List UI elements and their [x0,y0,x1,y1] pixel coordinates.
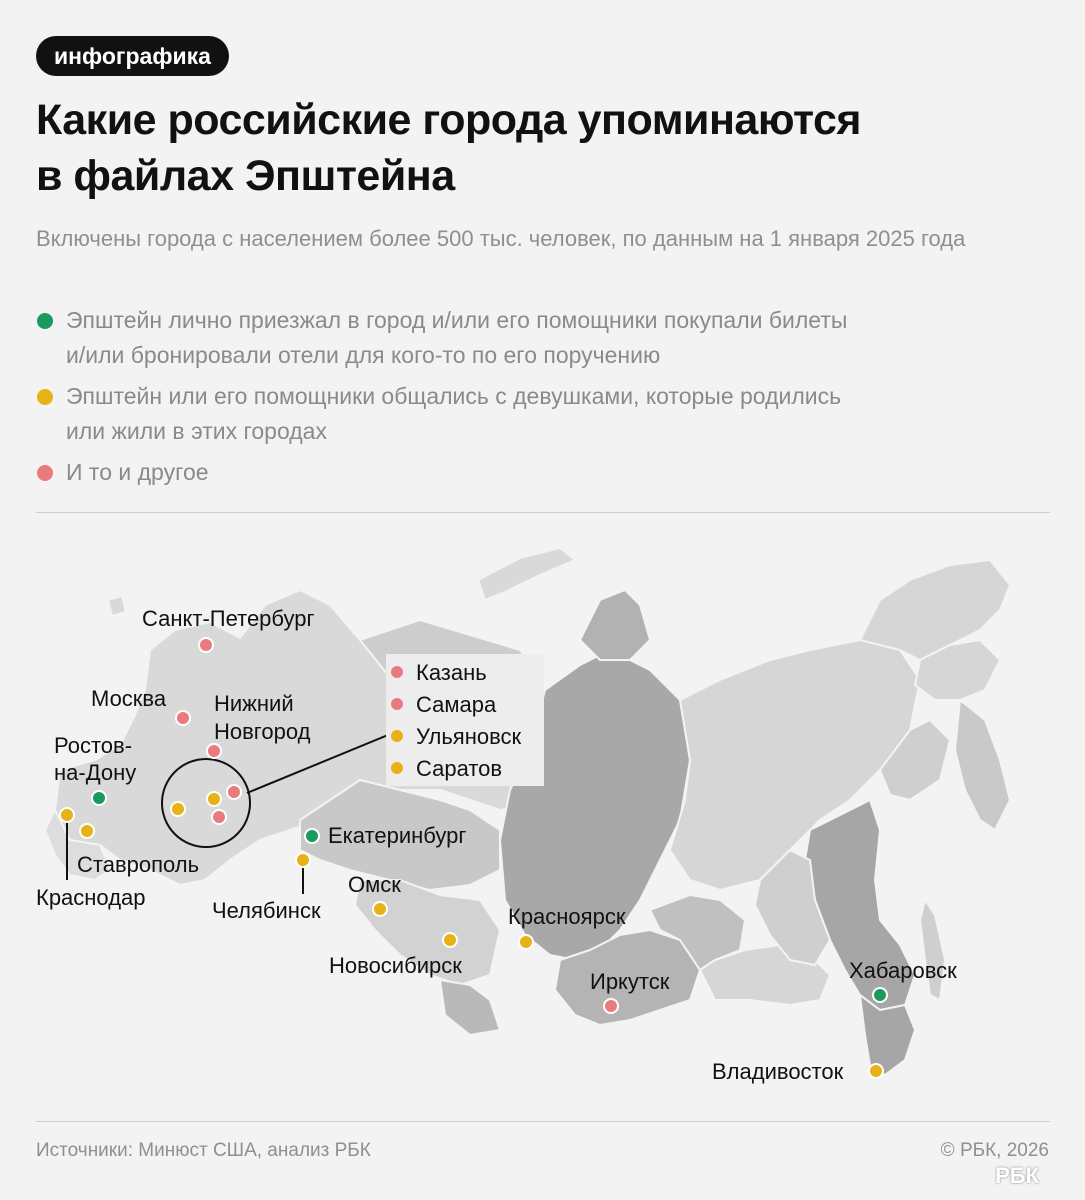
copyright: © РБК, 2026 [940,1140,1049,1161]
label-samara: Самара [416,692,497,717]
label-krasnoyarsk: Красноярск [508,904,626,929]
samara-legend-dot [391,698,403,710]
label-khabarovsk: Хабаровск [849,958,957,983]
sources-note: Источники: Минюст США, анализ РБК [36,1140,371,1161]
marker-spb [199,638,213,652]
marker-kazan [227,785,241,799]
red-dot-icon [37,465,53,481]
map-region-kamchatka [955,700,1010,830]
marker-novosibirsk [443,933,457,947]
label-ulyanovsk: Ульяновск [416,724,522,749]
marker-vladivostok [869,1064,883,1078]
label-rostov-2: на-Дону [54,760,137,785]
marker-omsk [373,902,387,916]
legend-girls-line-1: Эпштейн или его помощники общались с девушками, которые родились [66,383,842,409]
label-spb: Санкт-Петербург [142,606,315,631]
green-dot-icon [37,313,53,329]
marker-khabarovsk [873,988,887,1002]
legend-girls-line-2: или жили в этих городах [66,418,327,444]
marker-chelyabinsk [296,853,310,867]
kazan-legend-dot [391,666,403,678]
marker-samara [212,810,226,824]
marker-rostov [92,791,106,805]
map-region-taimyr [580,590,650,660]
label-novosibirsk: Новосибирск [329,953,462,978]
label-ekaterinburg: Екатеринбург [328,823,467,848]
yellow-dot-icon [37,389,53,405]
legend-item-visit [36,303,1036,373]
marker-moscow [176,711,190,725]
map-region-novaya-zemlya [478,548,575,600]
legend-both-line-1: И то и другое [66,459,209,485]
infographic-tag: инфографика [36,36,229,76]
ulyanovsk-legend-dot [391,730,403,742]
marker-krasnoyarsk [519,935,533,949]
legend-item-girls [36,379,1036,449]
label-irkutsk: Иркутск [590,969,670,994]
label-rostov-1: Ростов- [54,733,133,758]
marker-ulyanovsk [207,792,221,806]
label-vladivostok: Владивосток [712,1059,844,1084]
page-title [36,92,1046,204]
marker-nizhny-novgorod [207,744,221,758]
map-region-altai [440,980,500,1035]
marker-krasnodar [60,808,74,822]
marker-saratov [171,802,185,816]
label-omsk: Омск [348,872,401,897]
legend [36,303,1036,496]
label-nizhny-novgorod-2: Новгород [214,719,311,744]
title-line-1: Какие российские города упоминаются [36,96,861,144]
legend-item-both [36,455,1036,490]
saratov-legend-dot [391,762,403,774]
bottom-divider [36,1121,1050,1122]
marker-stavropol [80,824,94,838]
map-region-far-north [860,560,1010,660]
label-nizhny-novgorod-1: Нижний [214,691,294,716]
label-krasnodar: Краснодар [36,885,146,910]
legend-visit-line-1: Эпштейн лично приезжал в город и/или его помощники покупали билеты [66,307,848,333]
marker-irkutsk [604,999,618,1013]
rbc-watermark: РБК [995,1163,1039,1188]
title-line-2: в файлах Эпштейна [36,152,455,200]
label-chelyabinsk: Челябинск [212,898,321,923]
label-stavropol: Ставрополь [77,852,200,877]
label-moscow: Москва [91,686,167,711]
map-region-sakhalin [920,900,945,1000]
top-divider [36,512,1050,513]
marker-ekaterinburg [305,829,319,843]
subtitle: Включены города с населением более 500 тыс. человек, по данным на 1 января 2025 года [36,226,966,251]
legend-visit-line-2: и/или бронировали отели для кого-то по его поручению [66,342,661,368]
map-region-kaliningrad [108,596,126,616]
label-saratov: Саратов [416,756,503,781]
russia-map [0,520,1085,1115]
label-kazan: Казань [416,660,487,685]
